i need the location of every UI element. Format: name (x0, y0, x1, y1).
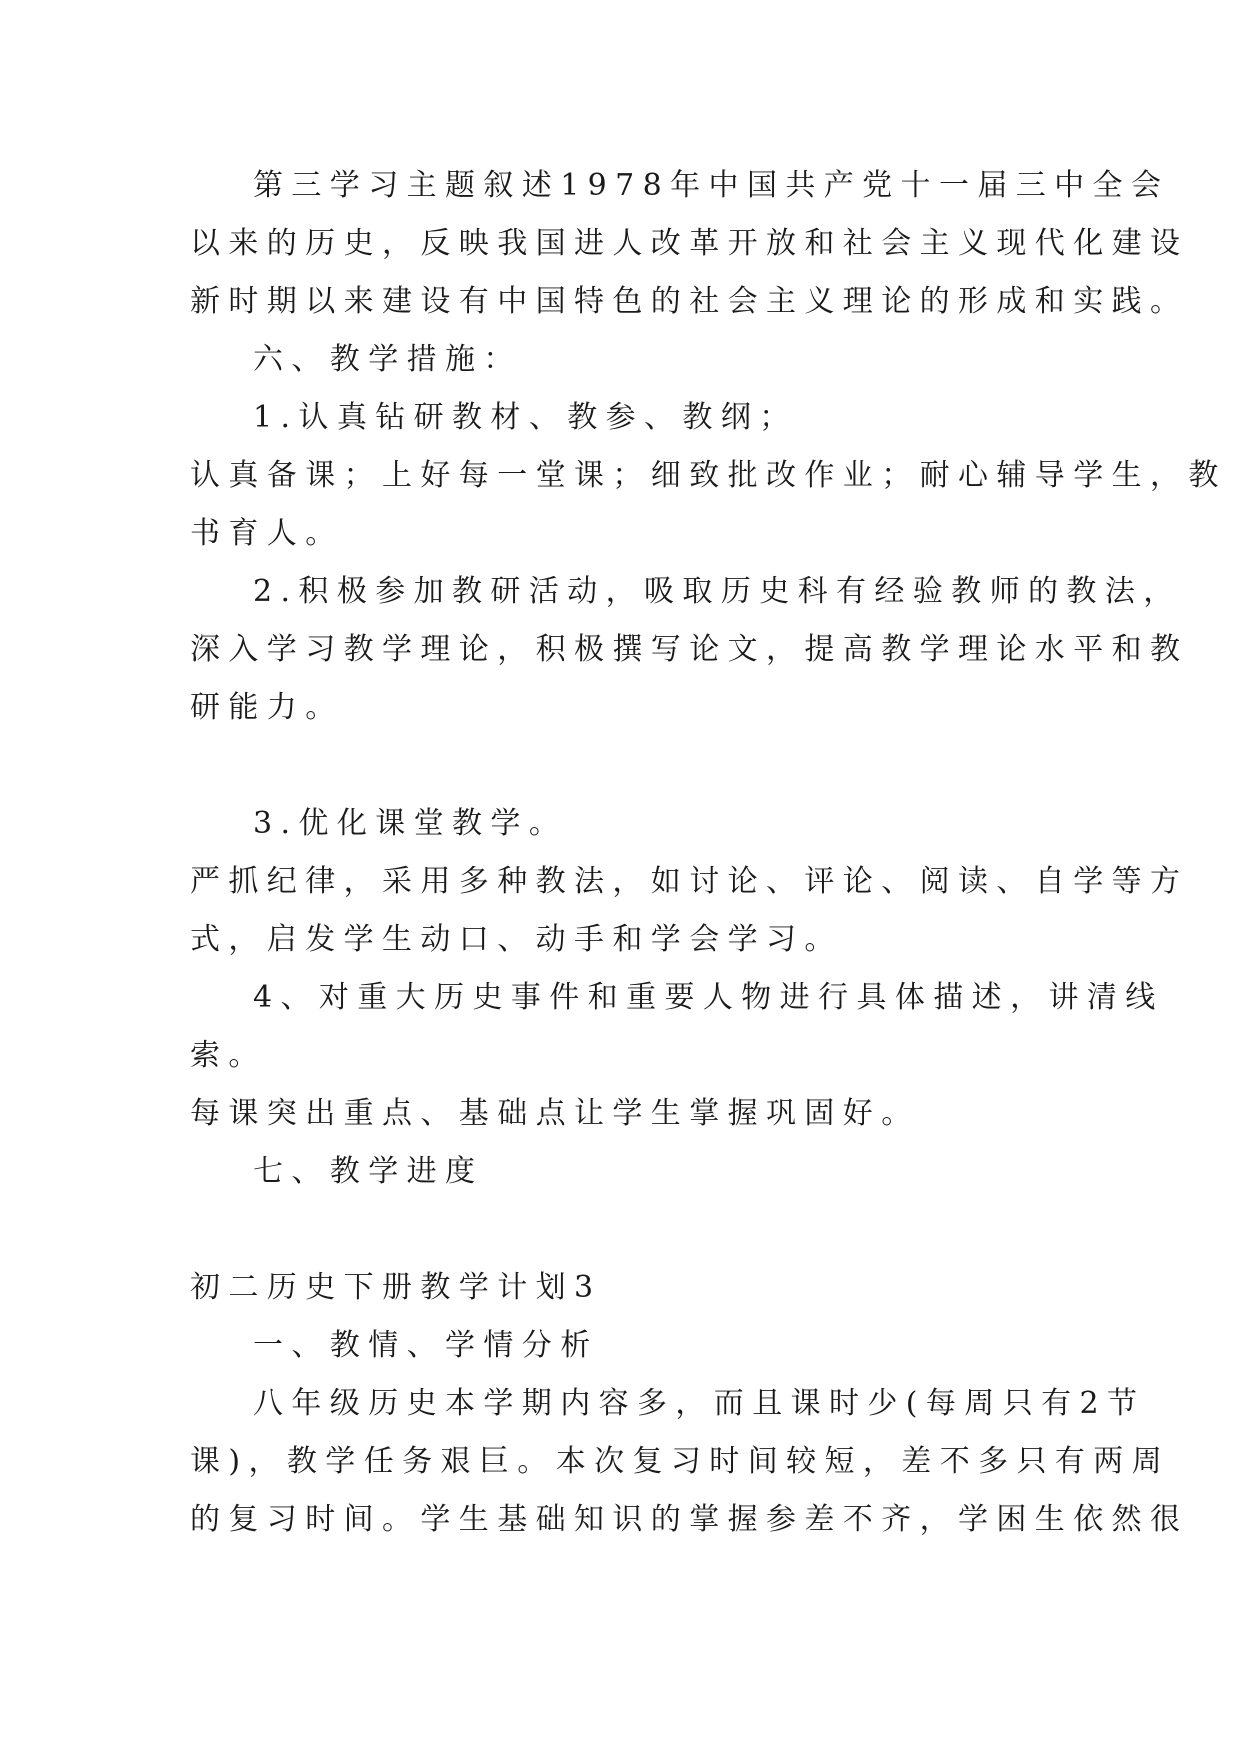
section-heading: 七、教学进度 (253, 1154, 484, 1189)
paragraph-line: 研能力。 (190, 690, 344, 725)
list-item: 1.认真钻研教材、教参、教纲； (253, 400, 798, 435)
list-item: 3.优化课堂教学。 (253, 806, 568, 841)
document-title: 初二历史下册教学计划3 (190, 1270, 602, 1305)
section-heading: 一、教情、学情分析 (253, 1328, 599, 1363)
paragraph-line: 八年级历史本学期内容多，而且课时少(每周只有2节 (253, 1386, 1146, 1421)
list-item: 4、对重大历史事件和重要人物进行具体描述，讲清线 (253, 980, 1164, 1015)
section-heading: 六、教学措施： (253, 342, 522, 377)
paragraph-line: 深入学习教学理论，积极撰写论文，提高教学理论水平和教 (190, 632, 1189, 667)
paragraph-line: 课)，教学任务艰巨。本次复习时间较短，差不多只有两周 (190, 1444, 1171, 1479)
paragraph-line: 每课突出重点、基础点让学生掌握巩固好。 (190, 1096, 920, 1131)
paragraph-line: 认真备课；上好每一堂课；细致批改作业；耐心辅导学生，教 (190, 458, 1227, 493)
paragraph-line: 新时期以来建设有中国特色的社会主义理论的形成和实践。 (190, 284, 1189, 319)
paragraph-line: 索。 (190, 1038, 267, 1073)
paragraph-line: 式，启发学生动口、动手和学会学习。 (190, 922, 843, 957)
paragraph-line: 第三学习主题叙述1978年中国共产党十一届三中全会 (253, 168, 1170, 203)
paragraph-line: 的复习时间。学生基础知识的掌握参差不齐，学困生依然很 (190, 1502, 1189, 1537)
paragraph-line: 书育人。 (190, 516, 344, 551)
paragraph-line: 以来的历史，反映我国进人改革开放和社会主义现代化建设 (190, 226, 1189, 261)
list-item: 2.积极参加教研活动，吸取历史科有经验教师的教法， (253, 574, 1182, 609)
paragraph-line: 严抓纪律，采用多种教法，如讨论、评论、阅读、自学等方 (190, 864, 1189, 899)
